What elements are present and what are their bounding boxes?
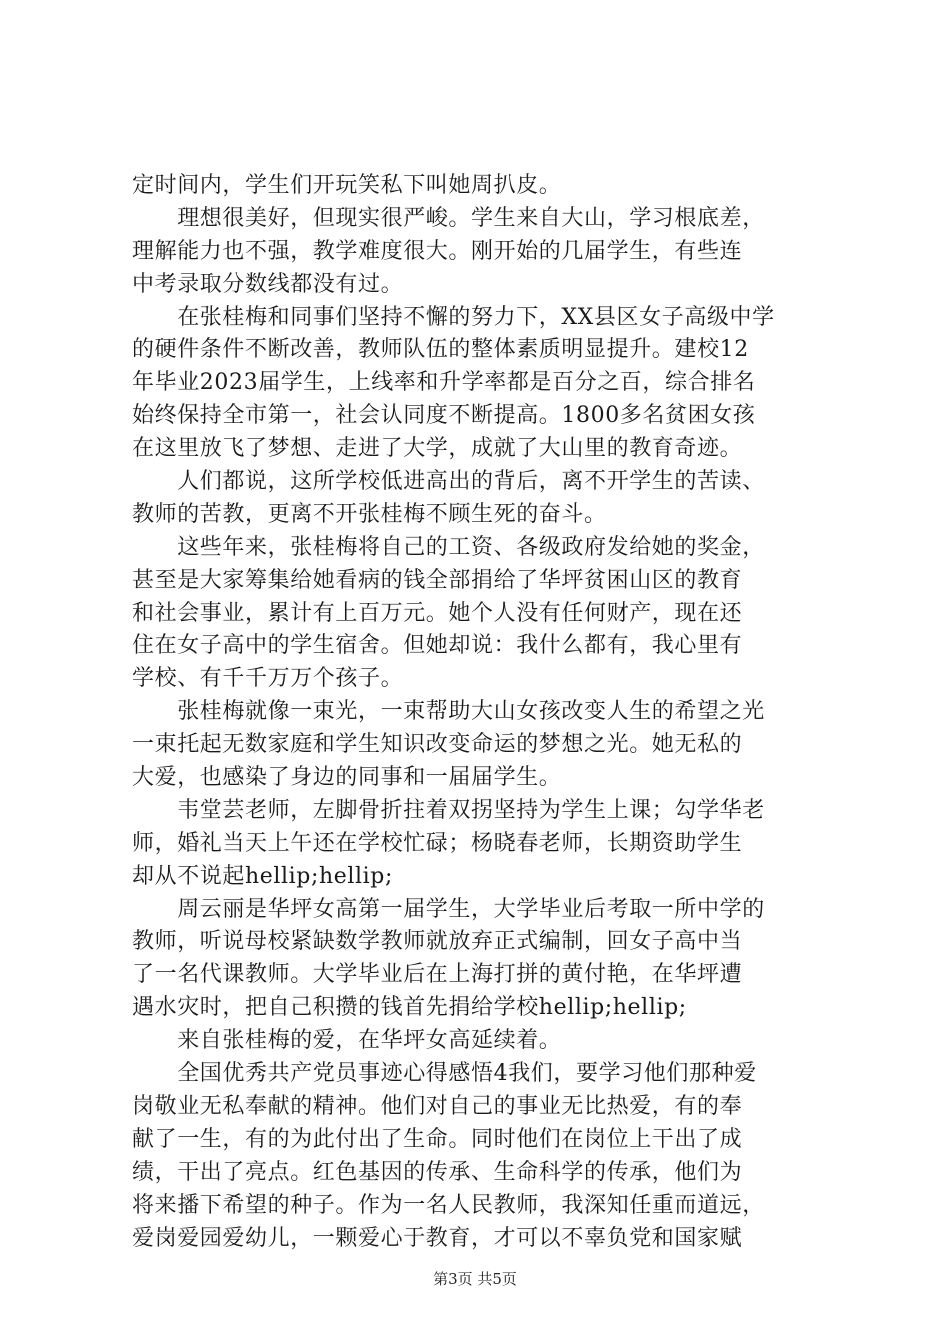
- text-line: 张桂梅就像一束光，一束帮助大山女孩改变人生的希望之光: [132, 699, 765, 725]
- text-line: 将来播下希望的种子。作为一名人民教师，我深知任重而道远，: [132, 1192, 765, 1218]
- text-line: 献了一生，有的为此付出了生命。同时他们在岗位上干出了成: [132, 1126, 743, 1152]
- text-line: 在张桂梅和同事们坚持不懈的努力下，XX县区女子高级中学: [132, 304, 775, 330]
- page-number-footer: 第3页 共5页: [433, 1270, 517, 1288]
- text-line: 了一名代课教师。大学毕业后在上海打拼的黄付艳，在华坪遭: [132, 962, 743, 988]
- text-line: 韦堂芸老师，左脚骨折拄着双拐坚持为学生上课；勾学华老: [132, 797, 765, 823]
- text-line: 住在女子高中的学生宿舍。但她却说：我什么都有，我心里有: [132, 633, 743, 659]
- text-line: 周云丽是华坪女高第一届学生，大学毕业后考取一所中学的: [132, 896, 765, 922]
- text-line: 始终保持全市第一，社会认同度不断提高。1800多名贫困女孩: [132, 403, 756, 429]
- text-line: 和社会事业，累计有上百万元。她个人没有任何财产，现在还: [132, 600, 743, 626]
- text-line: 人们都说，这所学校低进高出的背后，离不开学生的苦读、: [132, 469, 765, 495]
- text-line: 教师的苦教，更离不开张桂梅不顾生死的奋斗。: [132, 501, 607, 527]
- text-line: 一束托起无数家庭和学生知识改变命运的梦想之光。她无私的: [132, 732, 743, 758]
- text-line: 定时间内，学生们开玩笑私下叫她周扒皮。: [132, 173, 562, 198]
- text-line: 理解能力也不强，教学难度很大。刚开始的几届学生，有些连: [132, 238, 743, 264]
- text-line: 年毕业2023届学生，上线率和升学率都是百分之百，综合排名: [132, 370, 756, 396]
- text-line: 在这里放飞了梦想、走进了大学，成就了大山里的教育奇迹。: [132, 436, 743, 462]
- text-line: 甚至是大家筹集给她看病的钱全部捐给了华坪贫困山区的教育: [132, 567, 743, 593]
- text-line: 理想很美好，但现实很严峻。学生来自大山，学习根底差，: [132, 205, 765, 231]
- text-line: 来自张桂梅的爱，在华坪女高延续着。: [132, 1028, 562, 1054]
- text-line: 的硬件条件不断改善，教师队伍的整体素质明显提升。建校12: [132, 337, 749, 363]
- text-line: 师，婚礼当天上午还在学校忙碌；杨晓春老师，长期资助学生: [132, 830, 743, 856]
- text-line: 全国优秀共产党员事迹心得感悟4我们，要学习他们那种爱: [132, 1061, 757, 1087]
- text-line: 学校、有千千万万个孩子。: [132, 666, 404, 692]
- text-line: 这些年来，张桂梅将自己的工资、各级政府发给她的奖金，: [132, 534, 765, 560]
- text-line: 大爱，也感染了身边的同事和一届届学生。: [132, 765, 562, 791]
- text-line: 岗敬业无私奉献的精神。他们对自己的事业无比热爱，有的奉: [132, 1093, 743, 1119]
- text-line: 中考录取分数线都没有过。: [132, 271, 404, 297]
- text-line: 却从不说起hellip;hellip;: [132, 863, 393, 889]
- text-line: 绩，干出了亮点。红色基因的传承、生命科学的传承，他们为: [132, 1159, 743, 1185]
- text-line: 教师，听说母校紧缺数学教师就放弃正式编制，回女子高中当: [132, 929, 743, 955]
- body-text: [132, 170, 822, 1255]
- text-line: 遇水灾时，把自己积攒的钱首先捐给学校hellip;hellip;: [132, 995, 687, 1021]
- text-line: 爱岗爱园爱幼儿，一颗爱心于教育，才可以不辜负党和国家赋: [132, 1225, 743, 1251]
